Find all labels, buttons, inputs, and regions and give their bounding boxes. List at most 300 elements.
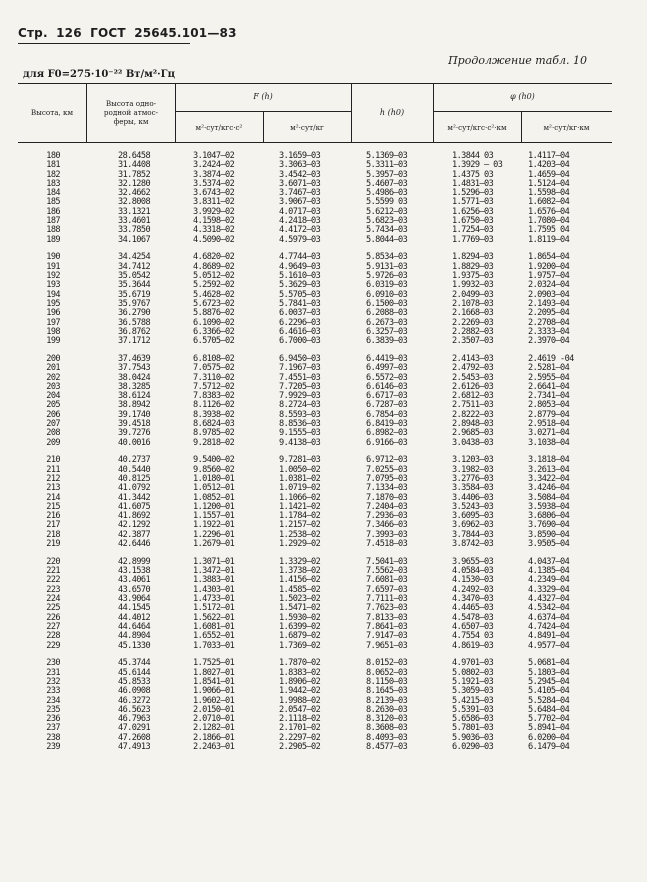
- table-cell: 4.5090—02: [193, 234, 235, 245]
- table-cell: 42.1292: [118, 520, 151, 531]
- table-cell: 42.3877: [118, 529, 151, 540]
- table-cell: 6.7287—03: [366, 400, 408, 411]
- table-cell: 7.1334—03: [366, 483, 408, 494]
- table-cell: 3.8742—03: [452, 539, 494, 550]
- table-cell: 33.4601: [118, 216, 151, 227]
- table-cell: 1.7080—04: [528, 216, 570, 227]
- table-cell: 1.0381—02: [279, 474, 321, 484]
- col-F-unit2: м²·сут/кг: [290, 123, 324, 132]
- table-cell: 4.7554 03: [452, 631, 494, 642]
- table-cell: 1.5172—01: [193, 603, 235, 614]
- table-cell: 7.1870—03: [366, 492, 408, 503]
- table-row: [0, 236, 647, 245]
- table-cell: 7.6597—03: [366, 584, 408, 595]
- table-cell: 4.1598—02: [193, 216, 235, 227]
- table-cell: 214: [46, 492, 60, 503]
- table-cell: 1.3883—01: [193, 575, 235, 586]
- table-cell: 1.8829—03: [452, 261, 494, 272]
- standard-number: 25645.101—83: [134, 26, 237, 40]
- table-cell: 34.7412: [118, 261, 151, 272]
- table-cell: 203: [46, 381, 60, 392]
- table-cell: 232: [46, 676, 60, 687]
- table-cell: 2.5281—04: [528, 363, 570, 374]
- col-phi-unit2: м²·сут/кг·км: [543, 123, 590, 132]
- table-cell: 1.0719—02: [279, 483, 321, 494]
- table-cell: 31.4408: [118, 160, 151, 171]
- table-cell: 5.5705—03: [279, 289, 321, 300]
- table-cell: 45.8533: [118, 676, 151, 687]
- table-cell: 41.0792: [118, 483, 151, 494]
- table-cell: 236: [46, 714, 60, 725]
- table-cell: 38.0424: [118, 372, 151, 383]
- table-cell: 2.2269—03: [452, 317, 494, 328]
- table-cell: 183: [46, 178, 60, 189]
- table-cell: 216: [46, 511, 60, 522]
- table-cell: 7.1967—03: [279, 363, 321, 374]
- table-cell: 1.8294—03: [452, 252, 494, 263]
- table-cell: 1.9066—01: [193, 686, 235, 697]
- table-cell: 4.7424—04: [528, 621, 570, 632]
- table-cell: 8.1150—03: [366, 676, 408, 687]
- table-cell: 4.6507—03: [452, 621, 494, 632]
- table-cell: 36.5788: [118, 317, 151, 328]
- table-cell: 1.4831—03: [452, 178, 494, 189]
- table-cell: 1.8541—01: [193, 676, 235, 687]
- page-number: 126: [56, 26, 82, 40]
- table-cell: 186: [46, 206, 60, 217]
- table-cell: 3.7844—03: [452, 529, 494, 540]
- table-cell: 6.0290—03: [452, 742, 494, 753]
- table-cell: 46.7963: [118, 714, 151, 725]
- table-cell: 197: [46, 317, 60, 328]
- table-cell: 3.6095—03: [452, 511, 494, 522]
- col-divider: [86, 84, 87, 142]
- table-cell: 2.2095—04: [528, 308, 570, 319]
- table-cell: 44.8904: [118, 631, 151, 642]
- table-cell: 5.8876—02: [193, 308, 235, 319]
- table-cell: 7.4551—03: [279, 372, 321, 383]
- table-cell: 1.4585—02: [279, 584, 321, 595]
- table-cell: 1.3071—01: [193, 556, 235, 567]
- table-cell: 2.1701—02: [279, 723, 321, 734]
- table-cell: 47.2608: [118, 732, 151, 743]
- table-cell: 3.0438—03: [452, 437, 494, 448]
- table-cell: 2.1282—01: [193, 723, 235, 734]
- table-cell: 234: [46, 695, 60, 706]
- table-cell: 9.5400—02: [193, 455, 235, 466]
- table-cell: 2.2297—02: [279, 732, 321, 743]
- table-cell: 45.1330: [118, 640, 151, 651]
- table-cell: 34.4254: [118, 252, 151, 263]
- table-cell: 7.7111—03: [366, 594, 408, 605]
- table-cell: 6.4997—03: [366, 363, 408, 374]
- table-cell: 1.9932—03: [452, 280, 494, 291]
- table-cell: 35.3644: [118, 280, 151, 291]
- table-cell: 181: [46, 160, 60, 171]
- table-cell: 5.6723—02: [193, 298, 235, 309]
- table-cell: 5.8044—03: [366, 234, 408, 245]
- table-cell: 45.3744: [118, 658, 151, 669]
- row-group: [0, 152, 647, 245]
- table-cell: 6.2673—03: [366, 317, 408, 328]
- table-cell: 32.8008: [118, 197, 151, 208]
- table-cell: 41.8692: [118, 511, 151, 522]
- table-cell: 2.6812—03: [452, 391, 494, 402]
- table-cell: 188: [46, 225, 60, 236]
- subheader-rule: [433, 111, 612, 112]
- table-cell: 3.1659—03: [279, 151, 321, 161]
- table-cell: 3.9067—03: [279, 197, 321, 208]
- table-cell: 5.9131—03: [366, 261, 408, 272]
- table-cell: 37.4639: [118, 353, 151, 364]
- table-cell: 208: [46, 428, 60, 439]
- table-cell: 4.0437—04: [528, 556, 570, 567]
- table-cell: 189: [46, 234, 60, 245]
- table-cell: 46.5623: [118, 704, 151, 715]
- table-cell: 2.1078—03: [452, 298, 494, 309]
- table-cell: 1.1200—01: [193, 501, 235, 512]
- table-cell: 1.8906—02: [279, 676, 321, 687]
- table-cell: 43.4061: [118, 575, 151, 586]
- table-cell: 1.7033—01: [193, 640, 235, 651]
- table-cell: 4.5478—03: [452, 612, 494, 623]
- table-cell: 2.1866—01: [193, 732, 235, 743]
- col-h-header: h (h0): [379, 108, 405, 117]
- table-cell: 4.3318—02: [193, 225, 235, 236]
- table-cell: 3.6806—04: [528, 511, 570, 522]
- table-cell: 2.6126—03: [452, 381, 494, 392]
- table-cell: 42.8999: [118, 556, 151, 567]
- table-cell: 5.4105—04: [528, 686, 570, 697]
- table-cell: 6.9450—03: [279, 353, 321, 364]
- table-cell: 2.1668—03: [452, 308, 494, 319]
- table-cell: 5.1803—04: [528, 667, 570, 678]
- table-cell: 190: [46, 252, 60, 263]
- table-cell: 1.1421—02: [279, 501, 321, 512]
- table-cell: 2.2463—01: [193, 742, 235, 753]
- table-cell: 5.3311—03: [366, 160, 408, 171]
- table-cell: 6.2088—03: [366, 308, 408, 319]
- table-cell: 6.3257—03: [366, 326, 408, 337]
- table-cell: 5.8534—03: [366, 252, 408, 263]
- table-cell: 5.6586—03: [452, 714, 494, 725]
- table-cell: 40.0016: [118, 437, 151, 448]
- table-cell: 4.4327—04: [528, 594, 570, 605]
- table-cell: 9.2818—02: [193, 437, 235, 448]
- table-cell: 1.5471—02: [279, 603, 321, 614]
- table-cell: 8.4093—03: [366, 732, 408, 743]
- table-cell: 2.0499—03: [452, 289, 494, 300]
- table-cell: 3.9929—02: [193, 206, 235, 217]
- table-cell: 39.4518: [118, 419, 151, 430]
- table-cell: 5.1610—03: [279, 271, 321, 282]
- col-phi-header: φ (h0): [510, 92, 535, 101]
- table-cell: 44.1545: [118, 603, 151, 614]
- table-cell: 8.3608—03: [366, 723, 408, 734]
- table-cell: 231: [46, 667, 60, 678]
- table-cell: 3.4542—03: [279, 169, 321, 180]
- table-cell: 4.1385—04: [528, 566, 570, 577]
- table-cell: 2.3970—04: [528, 336, 570, 347]
- table-cell: 2.9685—03: [452, 428, 494, 439]
- table-cell: 4.9649—03: [279, 261, 321, 272]
- table-cell: 1.8654—04: [528, 252, 570, 263]
- table-cell: 5.0512—02: [193, 271, 235, 282]
- table-cell: 1.7595 04: [528, 225, 570, 236]
- table-cell: 8.3938—02: [193, 409, 235, 420]
- table-cell: 6.9166—03: [366, 437, 408, 448]
- table-cell: 3.2776—03: [452, 474, 494, 484]
- table-cell: 206: [46, 409, 60, 420]
- table-cell: 2.4143—03: [452, 353, 494, 364]
- table-cell: 6.8419—03: [366, 419, 408, 430]
- table-cell: 1.2296—01: [193, 529, 235, 540]
- table-cell: 1.7525—01: [193, 658, 235, 669]
- table-cell: 1.0512—01: [193, 483, 235, 494]
- col-atm-header: Высота одно-родной атмос-феры, км: [103, 99, 159, 126]
- table-cell: 1.9442—02: [279, 686, 321, 697]
- table-cell: 4.0717—03: [279, 206, 321, 217]
- table-cell: 209: [46, 437, 60, 448]
- table-cell: 5.7841—03: [279, 298, 321, 309]
- table-cell: 6.4616—03: [279, 326, 321, 337]
- table-cell: 5.6212—03: [366, 206, 408, 217]
- col-F-unit1: м²·сут/кгс·с²: [195, 123, 243, 132]
- table-cell: 4.9701—03: [452, 658, 494, 669]
- table-cell: 213: [46, 483, 60, 494]
- table-cell: 2.8779—04: [528, 409, 570, 420]
- header-rule: [18, 43, 190, 44]
- table-cell: 8.2139—03: [366, 695, 408, 706]
- table-cell: 6.3839—03: [366, 336, 408, 347]
- table-body: [0, 152, 647, 761]
- table-cell: 5.0681—04: [528, 658, 570, 669]
- table-cell: 6.7000—03: [279, 336, 321, 347]
- table-cell: 192: [46, 271, 60, 282]
- table-cell: 5.4607—03: [366, 178, 408, 189]
- table-cell: 36.2790: [118, 308, 151, 319]
- table-cell: 4.6374—04: [528, 612, 570, 623]
- table-cell: 37.7543: [118, 363, 151, 374]
- col-phi-unit1: м²·сут/кгс·с²·км: [447, 123, 507, 132]
- table-continuation-label: Продолжение табл. 10: [448, 54, 587, 67]
- table-cell: 8.0652—03: [366, 667, 408, 678]
- table-cell: 2.0547—02: [279, 704, 321, 715]
- table-cell: 5.9036—03: [452, 732, 494, 743]
- table-cell: 3.5243—03: [452, 501, 494, 512]
- table-cell: 201: [46, 363, 60, 374]
- table-cell: 221: [46, 566, 60, 577]
- table-cell: 5.3957—03: [366, 169, 408, 180]
- table-cell: 7.7623—03: [366, 603, 408, 614]
- table-cell: 8.8536—03: [279, 419, 321, 430]
- table-cell: 1.6256—03: [452, 206, 494, 217]
- table-cell: 8.2630—03: [366, 704, 408, 715]
- table-cell: 7.0575—02: [193, 363, 235, 374]
- table-cell: 3.5084—04: [528, 492, 570, 503]
- table-cell: 1.9602—01: [193, 695, 235, 706]
- table-cell: 226: [46, 612, 60, 623]
- table-cell: 8.1126—02: [193, 400, 235, 411]
- table-cell: 5.8941—04: [528, 723, 570, 734]
- table-cell: 3.8590—04: [528, 529, 570, 540]
- table-cell: 2.8222—03: [452, 409, 494, 420]
- table-cell: 43.6570: [118, 584, 151, 595]
- table-cell: 1.5930—02: [279, 612, 321, 623]
- table-cell: 5.7702—04: [528, 714, 570, 725]
- table-cell: 4.8619—03: [452, 640, 494, 651]
- table-row: [0, 439, 647, 448]
- table-cell: 7.0255—03: [366, 464, 408, 475]
- table-cell: 40.8125: [118, 474, 151, 484]
- table-cell: 2.4619 -04: [528, 353, 574, 364]
- table-cell: 1.1784—02: [279, 511, 321, 522]
- table-cell: 45.6144: [118, 667, 151, 678]
- table-cell: 7.3466—03: [366, 520, 408, 531]
- row-group: [0, 659, 647, 752]
- table-cell: 2.5955—04: [528, 372, 570, 383]
- table-cell: 4.9577—04: [528, 640, 570, 651]
- table-cell: 1.5023—02: [279, 594, 321, 605]
- table-cell: 196: [46, 308, 60, 319]
- table-cell: 6.0200—04: [528, 732, 570, 743]
- table-cell: 1.5622—01: [193, 612, 235, 623]
- table-cell: 4.6820—02: [193, 252, 235, 263]
- standard-label: ГОСТ: [90, 26, 126, 40]
- table-cell: 9.8560—02: [193, 464, 235, 475]
- table-cell: 1.6879—02: [279, 631, 321, 642]
- table-subtitle: для F0=275·10⁻²² Вт/м²·Гц: [23, 69, 175, 80]
- table-cell: 3.2613—04: [528, 464, 570, 475]
- table-cell: 3.5374—02: [193, 178, 235, 189]
- table-cell: 1.3329—02: [279, 556, 321, 567]
- table-row: [0, 642, 647, 651]
- table-cell: 4.8689—02: [193, 261, 235, 272]
- table-cell: 235: [46, 704, 60, 715]
- table-cell: 1.3472—01: [193, 566, 235, 577]
- table-cell: 198: [46, 326, 60, 337]
- table-cell: 2.6641—04: [528, 381, 570, 392]
- table-cell: 227: [46, 621, 60, 632]
- table-cell: 1.2157—02: [279, 520, 321, 531]
- table-cell: 4.8491—04: [528, 631, 570, 642]
- table-cell: 5.1921—03: [452, 676, 494, 687]
- table-cell: 32.4662: [118, 188, 151, 199]
- table-cell: 41.3442: [118, 492, 151, 503]
- table-cell: 2.4792—03: [452, 363, 494, 374]
- table-cell: 7.8133—03: [366, 612, 408, 623]
- table-cell: 3.3422—04: [528, 474, 570, 484]
- table-cell: 38.8942: [118, 400, 151, 411]
- table-cell: 5.1369—03: [366, 151, 408, 161]
- table-cell: 1.6399—02: [279, 621, 321, 632]
- table-cell: 230: [46, 658, 60, 669]
- table-cell: 7.4518—03: [366, 539, 408, 550]
- table-cell: 7.3993—03: [366, 529, 408, 540]
- table-cell: 7.9929—03: [279, 391, 321, 402]
- table-cell: 1.8119—04: [528, 234, 570, 245]
- col-F-header: F (h): [253, 92, 273, 101]
- table-cell: 4.3329—04: [528, 584, 570, 595]
- table-cell: 215: [46, 501, 60, 512]
- table-cell: 8.9785—02: [193, 428, 235, 439]
- table-cell: 195: [46, 298, 60, 309]
- table-cell: 4.5342—04: [528, 603, 570, 614]
- table-cell: 3.2424—02: [193, 160, 235, 171]
- table-cell: 1.5598—04: [528, 188, 570, 199]
- table-cell: 184: [46, 188, 60, 199]
- table-cell: 1.1557—01: [193, 511, 235, 522]
- table-cell: 8.5593—03: [279, 409, 321, 420]
- table-cell: 35.0542: [118, 271, 151, 282]
- table-cell: 2.0903—04: [528, 289, 570, 300]
- table-cell: 194: [46, 289, 60, 300]
- table-cell: 1.6552—01: [193, 631, 235, 642]
- table-cell: 7.5712—02: [193, 381, 235, 392]
- table-cell: 39.1740: [118, 409, 151, 420]
- table-cell: 224: [46, 594, 60, 605]
- table-cell: 4.2492—03: [452, 584, 494, 595]
- table-row: [0, 337, 647, 346]
- table-cell: 7.5041—03: [366, 556, 408, 567]
- table-cell: 44.4012: [118, 612, 151, 623]
- table-cell: 5.2945—04: [528, 676, 570, 687]
- table-cell: 1.3929 — 03: [452, 160, 503, 171]
- table-cell: 5.3059—03: [452, 686, 494, 697]
- table-cell: 185: [46, 197, 60, 208]
- table-cell: 1.8383—02: [279, 667, 321, 678]
- table-cell: 7.9147—03: [366, 631, 408, 642]
- table-cell: 1.5296—03: [452, 188, 494, 199]
- table-cell: 222: [46, 575, 60, 586]
- table-cell: 3.9505—04: [528, 539, 570, 550]
- table-cell: 6.5572—03: [366, 372, 408, 383]
- table-cell: 6.0037—03: [279, 308, 321, 319]
- table-cell: 1.4659—04: [528, 169, 570, 180]
- table-cell: 2.8948—03: [452, 419, 494, 430]
- table-cell: 5.4986—03: [366, 188, 408, 199]
- table-cell: 210: [46, 455, 60, 466]
- table-cell: 3.3874—02: [193, 169, 235, 180]
- table-cell: 46.0908: [118, 686, 151, 697]
- table-cell: 38.6124: [118, 391, 151, 402]
- table-cell: 5.2592—02: [193, 280, 235, 291]
- table-cell: 1.0852—01: [193, 492, 235, 503]
- table-cell: 2.7341—04: [528, 391, 570, 402]
- table-cell: 233: [46, 686, 60, 697]
- table-cell: 2.5453—03: [452, 372, 494, 383]
- table-cell: 3.9655—03: [452, 556, 494, 567]
- table-cell: 7.5562—03: [366, 566, 408, 577]
- table-cell: 32.1280: [118, 178, 151, 189]
- table-cell: 4.5979—03: [279, 234, 321, 245]
- table-cell: 6.8982—03: [366, 428, 408, 439]
- table-cell: 3.4246—04: [528, 483, 570, 494]
- table-cell: 1.9375—03: [452, 271, 494, 282]
- table-cell: 43.1538: [118, 566, 151, 577]
- table-cell: 2.1118—02: [279, 714, 321, 725]
- table-cell: 1.9988—02: [279, 695, 321, 706]
- table-cell: 2.2905—02: [279, 742, 321, 753]
- table-cell: 28.6458: [118, 151, 151, 161]
- table-cell: 1.0050—02: [279, 464, 321, 475]
- table-cell: 5.4628—02: [193, 289, 235, 300]
- table-cell: 204: [46, 391, 60, 402]
- table-cell: 41.6075: [118, 501, 151, 512]
- table-cell: 40.5440: [118, 464, 151, 475]
- table-cell: 200: [46, 353, 60, 364]
- table-cell: 6.2296—03: [279, 317, 321, 328]
